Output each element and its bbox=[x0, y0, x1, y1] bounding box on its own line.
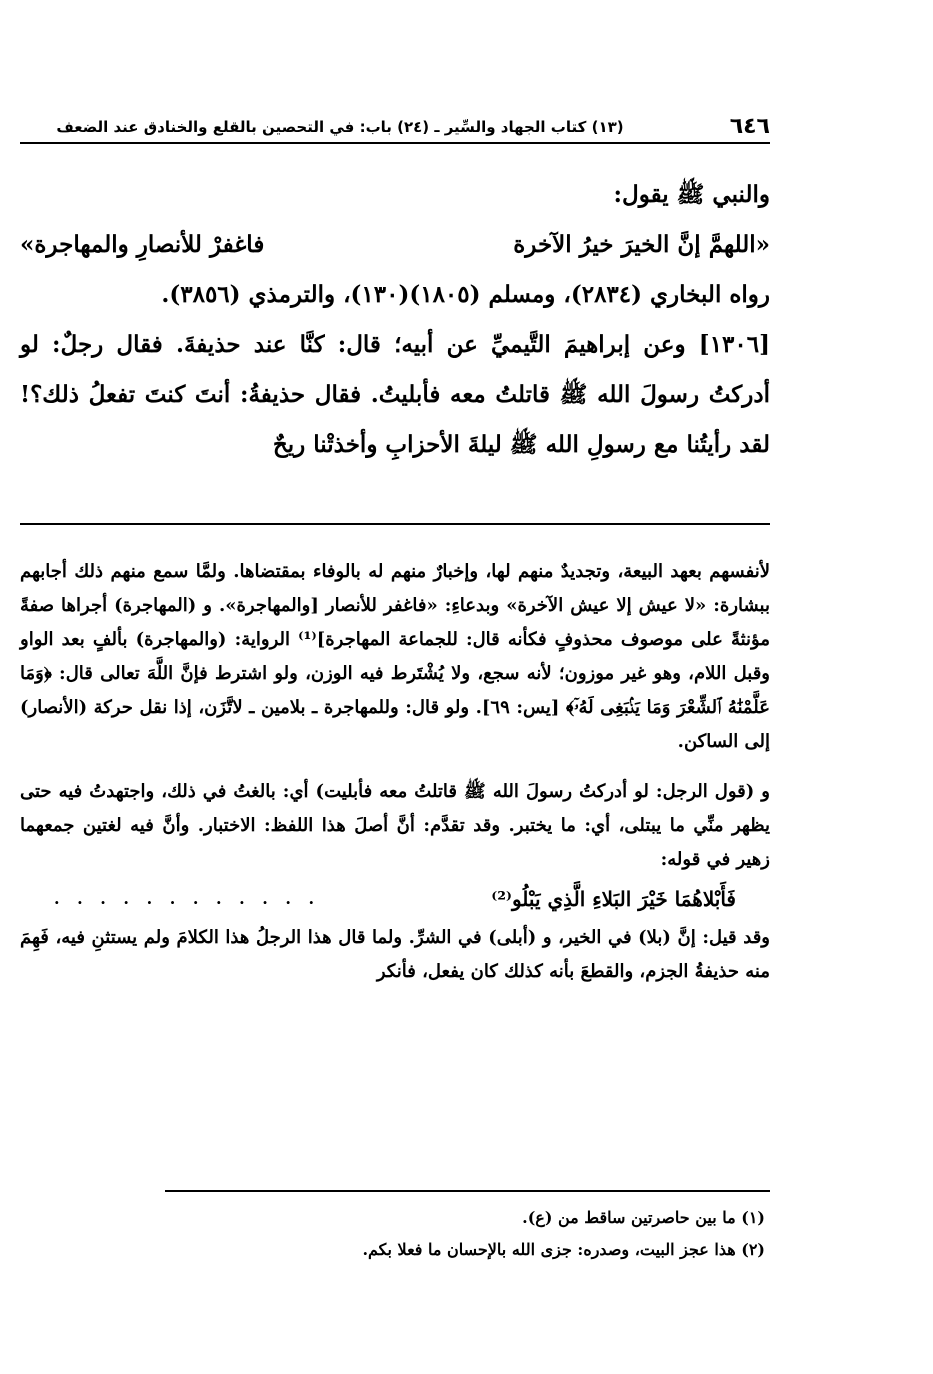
footnote-2: (٢) هذا عجز البيت، وصدره: جزى الله بالإحسان ما فعلا بكم. bbox=[362, 1240, 765, 1259]
hadith-intro: والنبي ﷺ يقول: bbox=[613, 181, 770, 208]
poem-hemistich: فَأَبْلاهُمَا خَيْرَ البَلاءِ الَّذِي يَبْلُو⁽²⁾ bbox=[491, 887, 736, 911]
footnote-1: (١) ما بين حاصرتين ساقط من (ع). bbox=[522, 1208, 765, 1227]
main-text bbox=[20, 170, 770, 470]
page-header bbox=[20, 108, 770, 144]
takhrij-line: رواه البخاري (٢٨٣٤)، ومسلم (١٨٠٥)(١٣٠)، والترمذي (٣٨٥٦). bbox=[161, 281, 770, 308]
running-head: (١٣) كتاب الجهاد والسِّير ـ (٢٤) باب: في التحصين بالقلع والخنادق عند الضعف bbox=[56, 118, 624, 136]
verse-right-hemistich: «اللهمَّ إنَّ الخيرَ خيرُ الآخرة bbox=[513, 231, 770, 258]
verse-line bbox=[20, 220, 770, 270]
page-number: ٦٤٦ bbox=[729, 114, 770, 139]
commentary-paragraph: و (قول الرجل: لو أدركتُ رسولَ الله ﷺ قاتلتُ معه فأبليت) أي: بالغتُ في ذلك، واجتهدتُ فيه حتى يظهر منِّي ما يبتلى، أي: ما يختبر. وقد تقدَّم: أنَّ أصلَ هذا اللفظ: الاختبار. وأنَّ فيه لغتين جمعهما زهير في قوله: bbox=[20, 781, 770, 870]
commentary-paragraph: لأنفسهم بعهد البيعة، وتجديدٌ منهم لها، وإخبارٌ منهم له بالوفاء بمقتضاها. ولمَّا سمع منهم ذلك أجابهم ببشارة: «لا عيش إلا عيش الآخرة» وبدعاءِ: «فاغفر للأنصار [والمهاجرة». و (المهاجرة) أجراها صفةً مؤنثةً على موصوف محذوفٍ فكأنه قال: للجماعة المهاجرة]⁽¹⁾ الرواية: (والمهاجرة) بألفٍ بعد الواو وقبل اللام، وهو غير موزون؛ لأنه سجع، ولا يُشْتَرط فيه الوزن، ولو اشترط فإنَّ اللَّهَ تعالى قال: ﴿وَمَا عَلَّمْنَٰهُ ٱلشِّعْرَ وَمَا يَنۢبَغِى لَهُۥٓ﴾ [يس: ٦٩]. ولو قال: وللمهاجرة ـ بلامين ـ لاتَّزَن، إذا نقل حركة (الأنصار) إلى الساكن. bbox=[20, 561, 771, 752]
footnote-divider bbox=[165, 1190, 770, 1192]
footnotes bbox=[20, 1202, 765, 1266]
main-divider bbox=[20, 523, 770, 525]
verse-left-hemistich: فاغفرْ للأنصارِ والمهاجرة» bbox=[20, 231, 265, 258]
poem-line bbox=[20, 877, 770, 921]
hadith-text: [١٣٠٦] وعن إبراهيمَ التَّيميِّ عن أبيه؛ قال: كنَّا عند حذيفةَ. فقال رجلٌ: لو أدركتُ رسولَ الله ﷺ قاتلتُ معه فأبليتُ. فقال حذيفةُ: أنتَ كنتَ تفعلُ ذلك؟! لقد رأيتُنا مع رسولِ الله ﷺ ليلةَ الأحزابِ وأخذتْنا ريحٌ bbox=[20, 331, 770, 458]
commentary bbox=[20, 555, 770, 989]
poem-dots: . . . . . . . . . . . . bbox=[54, 889, 321, 908]
commentary-paragraph: وقد قيل: إنَّ (بلا) في الخير، و (أبلى) في الشرِّ. ولما قال هذا الرجلُ هذا الكلامَ ولم يستثنِ فيه، فَهِمَ منه حذيفةُ الجزم، والقطعَ بأنه كذلك كان يفعل، فأنكر bbox=[20, 927, 770, 982]
